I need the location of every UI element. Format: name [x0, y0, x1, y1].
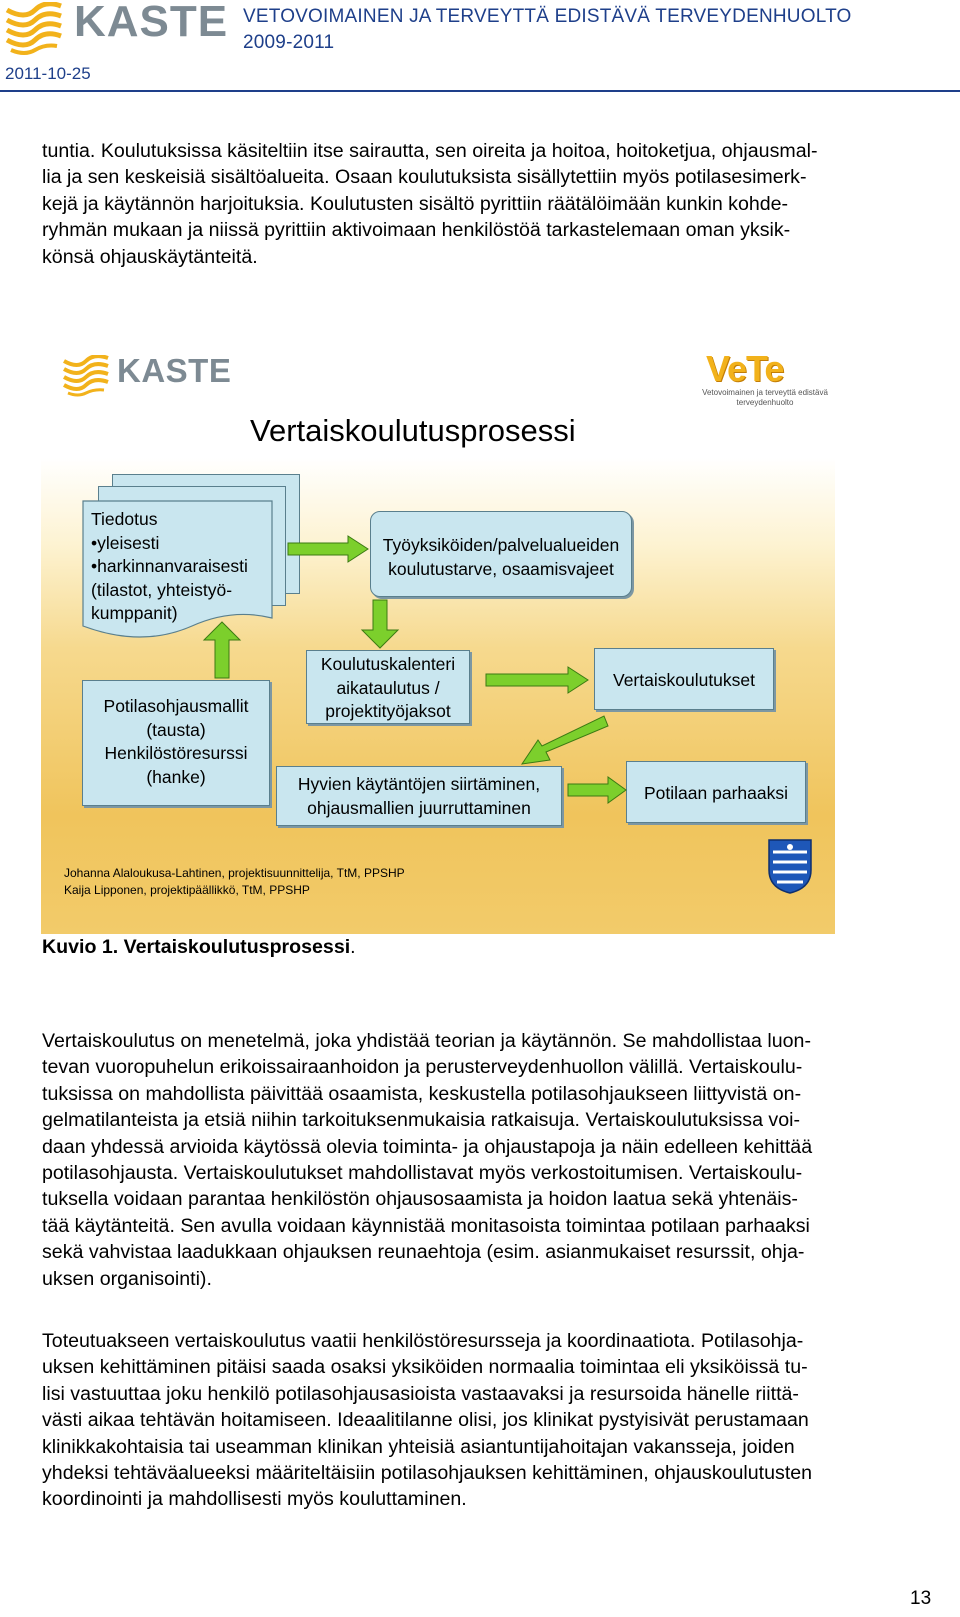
- box-tiedotus-line: •yleisesti: [91, 532, 160, 553]
- box-koulutuskalenteri-line: Koulutuskalenteri: [320, 654, 456, 674]
- paragraph-line: västi aikaa tehtävän hoitamiseen. Ideaalitilanne olisi, jos klinikat pystyisivät perustamaan: [42, 1409, 809, 1432]
- page-number: 13: [910, 1588, 932, 1609]
- intro-line: lia ja sen keskeisiä sisältöalueita. Osaan koulutuksista sisällytettiin myös potilasesimerk-: [42, 166, 807, 189]
- box-tiedotus-line: kumppanit): [91, 603, 178, 623]
- box-potilasohjaus-line: Henkilöstöresurssi: [104, 743, 248, 763]
- figure-author-line: Johanna Alaloukusa-Lahtinen, projektisuunnittelija, TtM, PPSHP: [64, 866, 405, 880]
- paragraph-line: sekä vahvistaa laadukkaan ohjauksen reunaehtoja (esim. asianmukaiset resurssit, ohja-: [42, 1241, 805, 1264]
- paragraph-line: klinikkakohtaisia tai useamman klinikan yhteisiä asiantuntijahoitajan vakansseja, joiden: [42, 1435, 795, 1458]
- paragraph-line: koordinointi ja mahdollisesti myös kouluttaminen.: [42, 1488, 467, 1511]
- box-parhaaksi-line: Potilaan parhaaksi: [644, 783, 788, 803]
- box-potilasohjaus-line: Potilasohjausmallit: [103, 696, 249, 716]
- figure-authors: [64, 865, 405, 898]
- header-title-line2: 2009-2011: [243, 32, 335, 53]
- intro-paragraph: [42, 138, 956, 270]
- figure-author-line: Kaija Lipponen, projektipäällikkö, TtM, PPSHP: [64, 882, 310, 897]
- box-tiedotus-line: Tiedotus: [91, 509, 158, 529]
- paragraph-line: tää käytänteitä. Sen avulla voidaan käynnistää monitasoista toimintaa potilaan parhaaksi: [42, 1214, 810, 1237]
- figure-caption: [42, 936, 356, 959]
- coat-of-arms-icon: [767, 838, 813, 894]
- box-vertaiskoulutukset: [594, 648, 774, 710]
- paragraph-vertaiskoulutus: [42, 1028, 956, 1292]
- box-hyvien-line: Hyvien käytäntöjen siirtäminen,: [297, 774, 541, 794]
- arrow-right-icon: [484, 665, 590, 695]
- kaste-logo-icon: [5, 2, 63, 56]
- figure-kaste-logo-text: KASTE: [117, 352, 232, 389]
- box-tarve-line: koulutustarve, osaamisvajeet: [388, 558, 614, 579]
- header-date: 2011-10-25: [5, 64, 91, 83]
- box-tarve-line: Työyksiköiden/palvelualueiden: [382, 535, 620, 555]
- figure-caption-period: .: [350, 936, 356, 958]
- arrow-down-icon: [358, 598, 402, 650]
- box-vertaiskoulutukset-line: Vertaiskoulutukset: [612, 670, 756, 690]
- paragraph-line: yhdeksi tehtäväalueeksi määriteltäisiin potilasohjauksen kehittäminen, ohjauskoulutusten: [42, 1462, 813, 1485]
- arrow-up-icon: [200, 620, 244, 680]
- box-tiedotus-line: (tilastot, yhteistyö-: [91, 579, 233, 600]
- box-potilasohjaus-line: (hanke): [146, 766, 206, 787]
- paragraph-line: tuksella voidaan parantaa henkilöstön ohjausosaamista ja hoidon laatua sekä yhtenäis-: [42, 1188, 798, 1211]
- paragraph-line: tuksissa on mahdollista päivittää osaamista, keskustella potilasohjaukseen liittyvistä on-: [42, 1082, 802, 1105]
- intro-line: tuntia. Koulutuksissa käsiteltiin itse sairautta, sen oireita ja hoitoa, hoitoketjua, ohjausmal-: [42, 140, 818, 162]
- arrow-right-icon: [286, 534, 370, 564]
- paragraph-line: tevan vuoropuhelun erikoissairaanhoidon ja perusterveydenhuollon välillä. Vertaiskoulu-: [42, 1056, 803, 1079]
- header-brand: KASTE: [74, 0, 229, 46]
- paragraph-line: uksen organisointi).: [42, 1267, 212, 1290]
- header-title: [243, 4, 852, 56]
- box-koulutuskalenteri-line: projektityöjaksot: [325, 701, 451, 721]
- paragraph-line: uksen kehittäminen pitäisi saada osaksi yksiköiden normaalia toimintaa eli yksiköissä tu-: [42, 1356, 808, 1379]
- box-hyvien-line: ohjausmallien juurruttaminen: [307, 797, 531, 818]
- figure-title: Vertaiskoulutusprosessi: [250, 413, 576, 448]
- vete-logo: VeTe: [706, 348, 784, 389]
- box-koulutuskalenteri: [306, 650, 470, 724]
- paragraph-line: gelmatilanteista ja etsiä niihin tarkoituksenmukaisia ratkaisuja. Vertaiskoulutuksissa voi-: [42, 1109, 800, 1132]
- intro-line: kejä ja käytännön harjoituksia. Koulutusten sisältö pyrittiin räätälöimään kunkin kohde-: [42, 192, 789, 215]
- box-potilasohjaus: [82, 680, 270, 806]
- paragraph-toteutuakseen: [42, 1328, 956, 1513]
- figure-kaste-logo-icon: [62, 355, 110, 397]
- intro-line: ryhmän mukaan ja niissä pyrittiin aktivoimaan henkilöstöä tarkastelemaan oman yksik-: [42, 219, 791, 242]
- box-hyvien-kaytantojen: [276, 766, 562, 826]
- box-potilaan-parhaaksi: [626, 761, 806, 823]
- paragraph-line: daan yhdessä arvioida käytössä olevia toiminta- ja ohjaustapoja ja näin edelleen kehittää: [42, 1135, 813, 1158]
- paragraph-line: potilasohjausta. Vertaiskoulutukset mahdollistavat myös verkostoitumisen. Vertaiskoulu-: [42, 1162, 803, 1185]
- arrow-right-icon: [566, 775, 628, 805]
- box-tiedotus-line: •harkinnanvaraisesti: [91, 556, 248, 576]
- box-potilasohjaus-line: (tausta): [146, 719, 206, 740]
- header-divider: [0, 90, 960, 92]
- paragraph-line: Toteutuakseen vertaiskoulutus vaatii henkilöstöresursseja ja koordinaatiota. Potilasohja-: [42, 1330, 804, 1352]
- box-tarve: [370, 511, 632, 597]
- box-koulutuskalenteri-line: aikataulutus /: [336, 677, 440, 698]
- figure-caption-label: Kuvio 1. Vertaiskoulutusprosessi: [42, 936, 351, 958]
- vete-logo-subtitle: Vetovoimainen ja terveyttä edistävä terveydenhuolto: [702, 388, 828, 407]
- paragraph-line: lisi vastuuttaa joku henkilö potilasohjausasioista vastaavaksi ja resursoida hänelle riittä-: [42, 1382, 799, 1405]
- header-title-line1: VETOVOIMAINEN JA TERVEYTTÄ EDISTÄVÄ TERVEYDENHUOLTO: [243, 6, 852, 27]
- arrow-down-left-icon: [518, 712, 610, 770]
- intro-line: könsä ohjauskäytänteitä.: [42, 245, 258, 268]
- paragraph-line: Vertaiskoulutus on menetelmä, joka yhdistää teorian ja käytännön. Se mahdollistaa luon-: [42, 1030, 811, 1052]
- box-tiedotus: [91, 508, 248, 626]
